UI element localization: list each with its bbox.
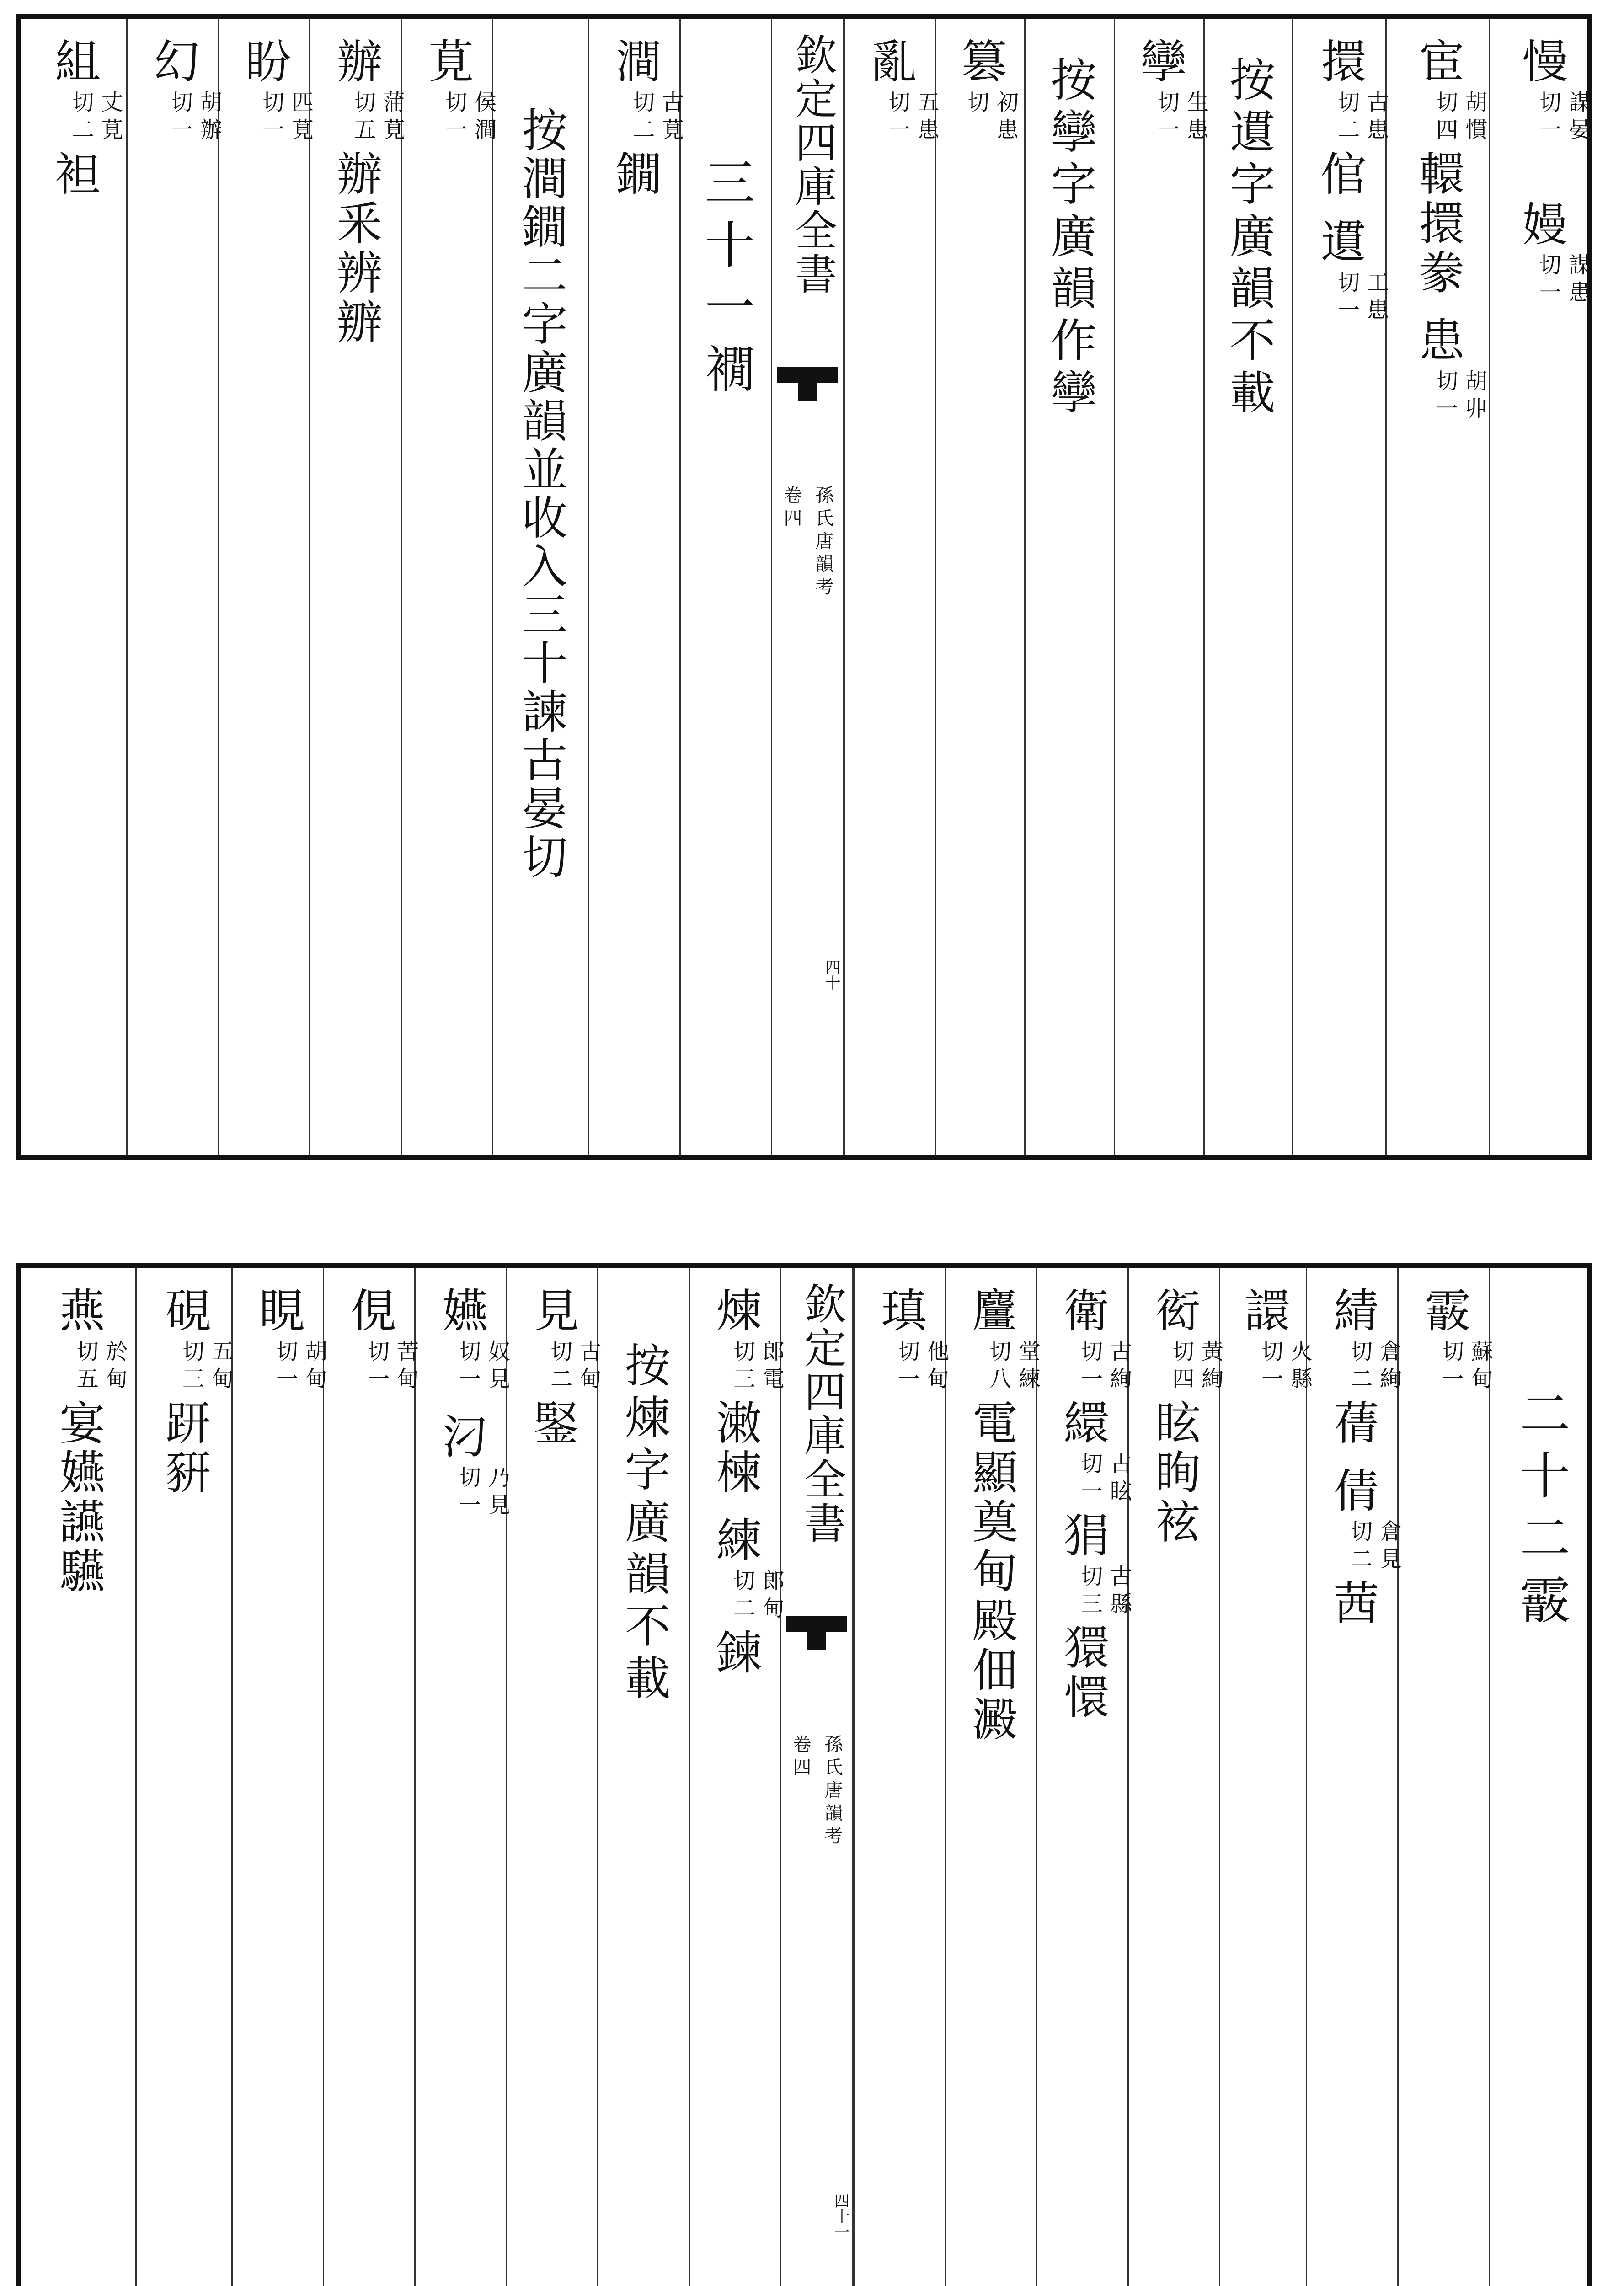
fanqie-tian-2: 切一 xyxy=(894,1340,920,1394)
column-huan xyxy=(1385,19,1489,1155)
headword-jian-b2: 鋻 xyxy=(525,1399,579,1448)
column-qian-b xyxy=(323,1268,419,2286)
fanqie-huan-2: 切四 xyxy=(1432,91,1458,145)
fanqie-dian-1: 堂練 xyxy=(1015,1340,1041,1394)
fishtail-mark-b xyxy=(786,1616,847,1643)
column-xian-b xyxy=(1397,1268,1493,2286)
headword-ban: 辦 xyxy=(329,37,383,87)
headword-man2: 嫚 xyxy=(1514,200,1568,250)
fanqie-xian-2: 切一 xyxy=(441,91,467,145)
headword-qian-b: 俔 xyxy=(342,1287,396,1336)
fanqie-yan2-2: 切一 xyxy=(455,1466,481,1521)
headword-zu: 組 xyxy=(47,37,101,87)
fanqie-man-2: 切一 xyxy=(1535,91,1561,145)
juan-number: 卷四 xyxy=(781,486,802,531)
juan-number-b: 卷四 xyxy=(790,1735,811,1780)
headword-lian-group: 潄楝 xyxy=(708,1399,762,1498)
headword-jian-b: 見 xyxy=(525,1287,579,1336)
fanqie-juan-1: 古絢 xyxy=(1106,1340,1132,1394)
fanqie-juan2-1: 古縣 xyxy=(1106,1565,1132,1619)
column-luan xyxy=(844,19,940,1155)
column-qian xyxy=(1306,1268,1402,2286)
fanqie-man2-1: 謀患 xyxy=(1565,253,1591,308)
headword-lian: 煉 xyxy=(708,1287,762,1336)
fanqie-huan-b-1: 古眩 xyxy=(1106,1452,1132,1507)
column-note-zhan xyxy=(1024,19,1114,1155)
rhyme-heading-jian: 三十一襉 xyxy=(696,156,755,405)
fanqie-qian3-2: 切二 xyxy=(1346,1520,1373,1575)
fanqie-luan-1: 五患 xyxy=(914,91,940,145)
fanqie-huan3-1: 胡辦 xyxy=(196,91,222,145)
column-tian xyxy=(853,1268,949,2286)
headword-lian2: 練 xyxy=(708,1516,762,1565)
fanqie-yan-c-2: 切五 xyxy=(73,1340,98,1394)
fanqie-yan-b-2: 切三 xyxy=(178,1340,204,1394)
fanqie-jian-2: 切二 xyxy=(629,91,655,145)
headword-qian4: 茜 xyxy=(1325,1579,1379,1629)
headword-xian-c: 睍 xyxy=(251,1287,305,1336)
fanqie-juan2-2: 切三 xyxy=(1077,1565,1103,1619)
column-zu xyxy=(21,19,126,1155)
book-title-b: 孫氏唐韻考 xyxy=(822,1735,843,1849)
fanqie-qian-b-1: 苦甸 xyxy=(393,1340,419,1394)
editor-note-1: 按遦字廣韻不載 xyxy=(1222,56,1276,421)
headword-dian: 麠 xyxy=(964,1287,1018,1336)
column-note-guan xyxy=(1203,19,1292,1155)
headword-qian: 綪 xyxy=(1325,1287,1379,1336)
column-cuan xyxy=(935,19,1024,1155)
library-title: 欽定四庫全書 xyxy=(788,33,837,296)
headword-qian2: 蒨 xyxy=(1325,1399,1379,1448)
fanqie-yan-c-1: 於甸 xyxy=(102,1340,128,1394)
column-yan xyxy=(414,1268,510,2286)
fanqie-dian-2: 切八 xyxy=(985,1340,1011,1394)
column-xian xyxy=(401,19,497,1155)
headword-xuan-group: 眩眴袨 xyxy=(1147,1399,1201,1547)
headword-huan-group: 轘擐豢 xyxy=(1411,150,1465,298)
column-xuan xyxy=(1219,1268,1313,2286)
headword-yan: 嬿 xyxy=(434,1287,488,1336)
headword-qian3: 倩 xyxy=(1325,1467,1379,1516)
headword-huan: 宦 xyxy=(1411,37,1465,87)
headword-guan2: 倌 xyxy=(1313,150,1367,199)
fanqie-man2-2: 切一 xyxy=(1535,253,1561,308)
headword-juan: 衛 xyxy=(1056,1287,1110,1336)
fanqie-qian-b-2: 切一 xyxy=(363,1340,390,1394)
fanqie-huan3-2: 切一 xyxy=(167,91,193,145)
fanqie-xuan-1: 火縣 xyxy=(1287,1340,1313,1394)
fanqie-yan-2: 切一 xyxy=(455,1340,481,1394)
fanqie-zhan-2: 切一 xyxy=(1154,91,1180,145)
headword-yan-b: 硯 xyxy=(157,1287,211,1336)
headword-juan2: 狷 xyxy=(1056,1512,1110,1561)
fanqie-huan2-2: 切一 xyxy=(1432,369,1458,424)
headword-guan3: 遦 xyxy=(1313,218,1367,267)
headword-huan2: 患 xyxy=(1411,316,1465,366)
fanqie-xian-b-2: 切一 xyxy=(1438,1340,1464,1394)
column-jian xyxy=(588,19,684,1155)
headword-jian: 澗 xyxy=(608,37,662,87)
column-xuan2 xyxy=(1127,1268,1223,2286)
fanqie-xian-c-2: 切一 xyxy=(272,1340,298,1394)
fanqie-huan-b-2: 切一 xyxy=(1077,1452,1103,1507)
fanqie-guan3-2: 切一 xyxy=(1334,271,1360,326)
headword-guan: 擐 xyxy=(1313,37,1367,87)
fanqie-lian2-1: 郎甸 xyxy=(759,1569,785,1624)
headword-huan3: 幻 xyxy=(146,37,200,87)
fanqie-zu-2: 切二 xyxy=(68,91,94,145)
library-title-b: 欽定四庫全書 xyxy=(797,1282,846,1545)
headword-pan: 盼 xyxy=(237,37,291,87)
headword-yan-c-group: 宴嬿讌驠 xyxy=(52,1399,105,1597)
fanqie-cuan-1: 初患 xyxy=(993,91,1019,145)
column-man xyxy=(1489,19,1592,1155)
headword-jian2: 鐗 xyxy=(608,150,662,199)
column-huan3 xyxy=(126,19,222,1155)
column-guan xyxy=(1292,19,1389,1155)
fanqie-xian-b-1: 蘇甸 xyxy=(1467,1340,1493,1394)
column-yan-b xyxy=(135,1268,234,2286)
top-half-page xyxy=(16,14,1592,1160)
leaf-number-b: 四十一 xyxy=(831,2193,849,2239)
book-title: 孫氏唐韻考 xyxy=(812,486,833,600)
fanqie-xian-1: 侯澗 xyxy=(470,91,497,145)
headword-zu2: 袒 xyxy=(47,150,101,199)
column-juan xyxy=(1036,1268,1132,2286)
fanqie-jian-b-2: 切二 xyxy=(546,1340,572,1394)
fanqie-guan-1: 古患 xyxy=(1363,91,1389,145)
column-note-lian xyxy=(597,1268,689,2286)
headword-yan-group: 趼豣 xyxy=(157,1399,211,1498)
column-dian xyxy=(945,1268,1041,2286)
fanqie-pan-1: 匹莧 xyxy=(288,91,314,145)
column-jian-b xyxy=(506,1268,602,2286)
fanqie-yan-b-1: 五甸 xyxy=(208,1340,234,1394)
fanqie-man-1: 謀晏 xyxy=(1565,91,1591,145)
fanqie-xuan2-2: 切四 xyxy=(1168,1340,1194,1394)
column-pan xyxy=(218,19,314,1155)
headword-dian-group: 電顯奠甸殿佃澱 xyxy=(964,1399,1018,1745)
headword-man: 慢 xyxy=(1514,37,1568,87)
editor-note-3: 按澗鐗二字廣韻並收入三十諫古晏切 xyxy=(514,106,568,881)
editor-note-2: 按孿字廣韻作孿 xyxy=(1043,56,1097,421)
bottom-half-page xyxy=(16,1263,1592,2286)
fanqie-lian2-2: 切二 xyxy=(729,1569,755,1624)
fanqie-tian-1: 他甸 xyxy=(923,1340,949,1394)
column-zhan xyxy=(1114,19,1209,1155)
column-note-jian xyxy=(492,19,588,1155)
headword-xian: 莧 xyxy=(420,37,474,87)
fanqie-ban-2: 切五 xyxy=(350,91,376,145)
fanqie-qian3-1: 倉見 xyxy=(1376,1520,1402,1575)
headword-ban-group: 辦釆辨辧 xyxy=(329,150,383,347)
column-xian-c xyxy=(231,1268,327,2286)
fanqie-yan-1: 奴見 xyxy=(484,1340,510,1394)
fanqie-luan-2: 切一 xyxy=(884,91,910,145)
column-rhyme-heading-bottom xyxy=(1489,1268,1592,2286)
fanqie-qian-2: 切二 xyxy=(1346,1340,1373,1394)
headword-xuan: 譞 xyxy=(1236,1287,1290,1336)
center-fold-top xyxy=(771,19,844,1155)
fanqie-huan2-1: 胡丱 xyxy=(1461,369,1487,424)
fanqie-ban-1: 蒲莧 xyxy=(379,91,405,145)
column-ban xyxy=(309,19,405,1155)
rhyme-heading-xian: 二十二霰 xyxy=(1512,1387,1571,1636)
center-fold-bottom xyxy=(780,1268,853,2286)
column-rhyme-heading-top xyxy=(679,19,771,1155)
headword-cuan: 篡 xyxy=(953,37,1007,87)
fishtail-mark xyxy=(777,367,838,394)
fanqie-huan-1: 胡慣 xyxy=(1461,91,1487,145)
fanqie-jian-1: 古莧 xyxy=(658,91,684,145)
column-lian xyxy=(689,1268,785,2286)
headword-yan2: 汈 xyxy=(434,1413,488,1462)
fanqie-cuan-2: 切 xyxy=(963,91,989,118)
fanqie-guan-2: 切二 xyxy=(1334,91,1360,145)
fanqie-pan-2: 切一 xyxy=(258,91,284,145)
headword-lian3: 鍊 xyxy=(708,1629,762,1678)
fanqie-yan2-1: 乃見 xyxy=(484,1466,510,1521)
headword-xuan2: 衒 xyxy=(1147,1287,1201,1336)
headword-yan-c: 燕 xyxy=(52,1287,105,1336)
fanqie-xian-c-1: 胡甸 xyxy=(301,1340,327,1394)
editor-note-4: 按煉字廣韻不載 xyxy=(617,1341,671,1706)
fanqie-xuan2-1: 黃絢 xyxy=(1197,1340,1223,1394)
fanqie-lian-2: 切三 xyxy=(729,1340,755,1394)
fanqie-xuan-2: 切一 xyxy=(1257,1340,1283,1394)
fanqie-lian-1: 郎電 xyxy=(759,1340,785,1394)
headword-zhan: 孿 xyxy=(1133,37,1186,87)
headword-luan: 亂 xyxy=(863,37,917,87)
column-yan-c xyxy=(21,1268,135,2286)
headword-huan-b: 繯 xyxy=(1056,1399,1110,1448)
headword-juan-group: 獧懁 xyxy=(1056,1624,1110,1723)
fanqie-qian-1: 倉絢 xyxy=(1376,1340,1402,1394)
leaf-number: 四十 xyxy=(822,959,840,990)
headword-tian: 瑱 xyxy=(873,1287,927,1336)
fanqie-zu-1: 丈莧 xyxy=(97,91,123,145)
fanqie-zhan-1: 生患 xyxy=(1183,91,1209,145)
fanqie-guan3-1: 工患 xyxy=(1363,271,1389,326)
fanqie-juan-2: 切一 xyxy=(1077,1340,1103,1394)
headword-xian-b: 霰 xyxy=(1417,1287,1471,1336)
fanqie-jian-b-1: 古甸 xyxy=(576,1340,602,1394)
